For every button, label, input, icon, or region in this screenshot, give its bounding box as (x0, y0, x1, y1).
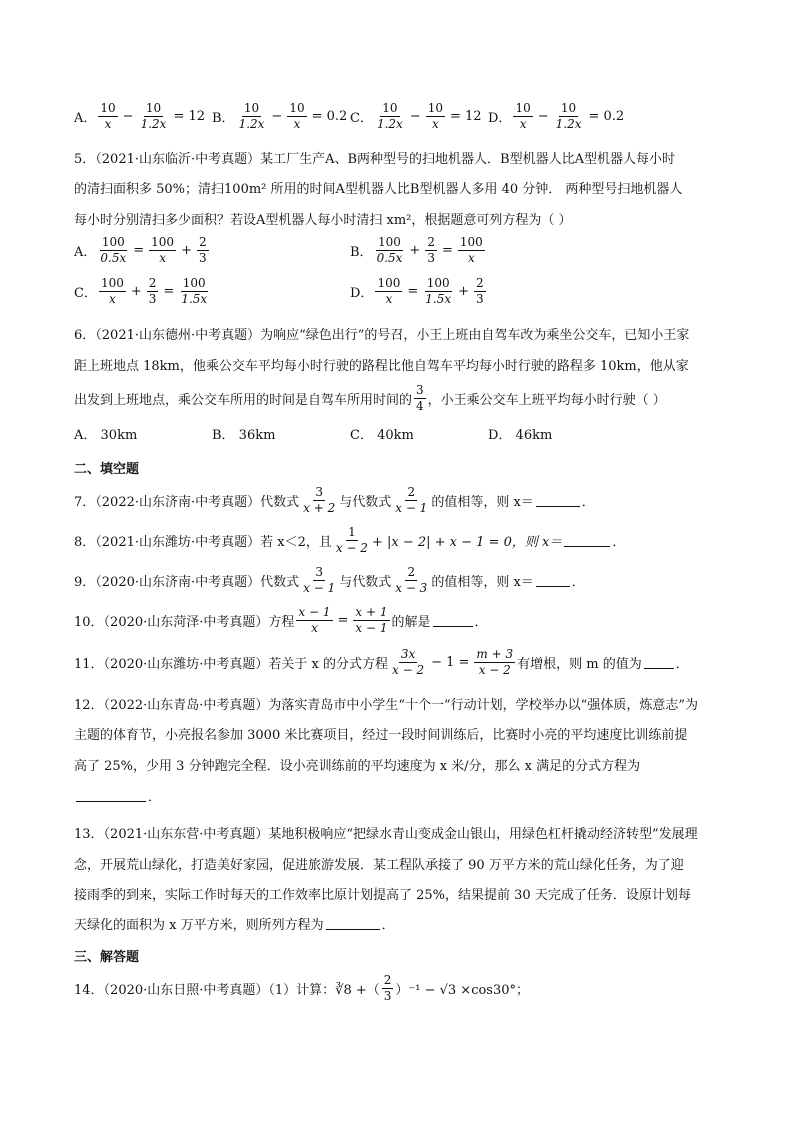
q11-answer-blank[interactable] (644, 656, 674, 669)
q5-option-c: C． $\frac{100}{x}$ + $\frac{2}{3}$ = $\frac{100}{1.5x}$ (74, 276, 208, 306)
q4-option-b: B． $\frac{10}{1.2x}$ − $\frac{10}{x}$ = 0.2 (212, 101, 348, 131)
q8: 8．（2021·山东潍坊·中考真题）若 x＜2，且 $\frac{1}{x - 2}$ + |x − 2| + x − 1 = 0，则 x＝ ． (74, 525, 626, 555)
q13-answer-blank[interactable] (326, 917, 380, 930)
q6-stem-line1: 6．（2021·山东德州·中考真题）为响应“绿色出行”的号召，小王上班由自驾车改为乘坐公交车，已知小王家 (74, 328, 690, 343)
q5-option-a: A． $\frac{100}{0.5x}$ = $\frac{100}{x}$ + $\frac{2}{3}$ (74, 235, 207, 265)
q13-stem-line2: 念，开展荒山绿化，打造美好家园，促进旅游发展．某工程队承接了 90 万平方米的荒山绿化任务，为了迎 (74, 858, 684, 873)
section-fill-in-heading: 二、填空题 (74, 462, 140, 477)
q12-answer-line: ． (74, 786, 161, 805)
q13-stem-line1: 13．（2021·山东东营·中考真题）某地积极响应“把绿水青山变成金山银山，用绿色杠杆撬动经济转型”发展理 (74, 827, 698, 842)
q13-stem-line3: 接雨季的到来，实际工作时每天的工作效率比原计划提高了 25%，结果提前 30 天完成了任务．设原计划每 (74, 888, 691, 903)
q12-stem-line3: 高了 25%，少用 3 分钟跑完全程．设小亮训练前的平均速度为 x 米/分，那么 x 满足的分式方程为 (74, 759, 641, 774)
q9-answer-blank[interactable] (536, 574, 570, 587)
q12-stem-line2: 主题的体育节，小亮报名参加 3000 米比赛项目，经过一段时间训练后，比赛时小亮的平均速度比训练前提 (74, 728, 688, 743)
q12-answer-blank[interactable] (76, 789, 146, 802)
q14: 14．（2020·山东日照·中考真题）（1）计算：∛8 +（ $\frac{2}{3}$ ）⁻¹ − √3 ×cos30°； (74, 973, 530, 1003)
q6-stem-line3: 出发到上班地点，乘公交车所用的时间是自驾车所用时间的 $\frac{3}{4}$ ，小王乘公交车上班平均每小时行驶（ ） (74, 383, 666, 413)
q11: 11．（2020·山东潍坊·中考真题）若关于 x 的分式方程 $\frac{3x}{x - 2}$ − 1 = $\frac{m + 3}{x - 2}$ 有增根，则 m 的值为 ． (74, 647, 689, 677)
q5-stem-line2: 的清扫面积多 50%；清扫100m² 所用的时间A型机器人比B型机器人多用 40 分钟． 两种型号扫地机器人 (74, 182, 683, 197)
q12-stem-line1: 12．（2022·山东青岛·中考真题）为落实青岛市中小学生“十个一”行动计划，学校举办以“强体质，炼意志”为 (74, 698, 698, 713)
q7: 7．（2022·山东济南·中考真题）代数式 $\frac{3}{x + 2}$ 与代数式 $\frac{2}{x - 1}$ 的值相等，则 x＝ ． (74, 485, 595, 515)
q10: 10．（2020·山东菏泽·中考真题）方程 $\frac{x - 1}{x}$ = $\frac{x + 1}{x - 1}$ 的解是 ． (74, 605, 488, 635)
q6-stem-line2: 距上班地点 18km，他乘公交车平均每小时行驶的路程比他自驾车平均每小时行驶的路程多 10km，他从家 (74, 359, 689, 374)
q13-stem-line4: 天绿化的面积为 x 万平方米，则所列方程为 ． (74, 918, 395, 933)
q8-answer-blank[interactable] (564, 534, 610, 547)
q6-option-c: C． 40km (350, 428, 414, 443)
q5-stem-line1: 5．（2021·山东临沂·中考真题）某工厂生产A、B两种型号的扫地机器人．B型机器人比A型机器人每小时 (74, 152, 676, 167)
q6-option-a: A． 30km (74, 428, 138, 443)
section-answer-heading: 三、解答题 (74, 950, 140, 965)
q4-option-a: A． $\frac{10}{x}$ − $\frac{10}{1.2x}$ = 12 (74, 101, 206, 131)
q5-option-b: B． $\frac{100}{0.5x}$ + $\frac{2}{3}$ = $\frac{100}{x}$ (350, 235, 483, 265)
q4-option-c: C． $\frac{10}{1.2x}$ − $\frac{10}{x}$ = 12 (350, 101, 482, 131)
q4-option-d: D． $\frac{10}{x}$ − $\frac{10}{1.2x}$ = 0.2 (488, 101, 625, 131)
q6-option-d: D． 46km (488, 428, 553, 443)
q7-answer-blank[interactable] (536, 494, 580, 507)
q9: 9．（2020·山东济南·中考真题）代数式 $\frac{3}{x - 1}$ 与代数式 $\frac{2}{x - 3}$ 的值相等，则 x＝ ． (74, 565, 585, 595)
q6-option-b: B． 36km (212, 428, 276, 443)
q5-stem-line3: 每小时分别清扫多少面积？若设A型机器人每小时清扫 xm²，根据题意可列方程为（ ） (74, 213, 572, 228)
q5-option-d: D． $\frac{100}{x}$ = $\frac{100}{1.5x}$ + $\frac{2}{3}$ (350, 276, 484, 306)
q10-answer-blank[interactable] (433, 614, 473, 627)
